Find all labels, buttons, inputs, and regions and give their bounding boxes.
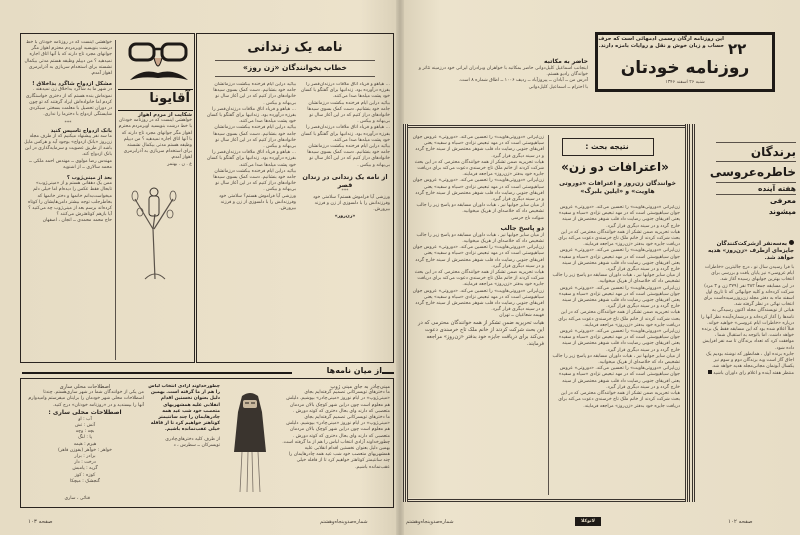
sari-term: پا : لنگ	[77, 435, 93, 441]
divider	[118, 89, 193, 90]
mini-chador-title: مینی‌چادر به جای مینی ژوپ	[330, 384, 390, 390]
winners-headline-2: خاطره‌عروسی	[709, 165, 796, 179]
prisoner-stars: ***	[341, 188, 349, 194]
notice-signature: با احترام ــ اسماعیل کلیل‌دوانی	[528, 84, 588, 90]
correspondence-notice	[408, 58, 588, 113]
divider	[716, 194, 796, 195]
sari-term: گنجشک : میچکا	[70, 478, 100, 484]
sari-term: گربه : پامبش	[72, 466, 98, 472]
debate-closing: هیات تحریریه ضمن تشکر از همه خوانندگان محترمی که در این بحث شرکت کردند از خانم ملک تاج خرسندی دعوت می‌کند برای دریافت جایزه خود بدفتر «زن‌روز» مراجعه فرمایند.	[417, 319, 544, 347]
prisoner-closing: ورزشی آیا فراموش هستم؟ سلامتی خود وفرزندانش را با دلسوزی از زن و فرزند بپرورش.	[313, 195, 390, 213]
sari-term: بچه : وچه	[75, 429, 95, 435]
column-rule	[115, 40, 116, 360]
sari-term: آتش : تش	[74, 423, 95, 429]
prisoner-body-2f: ورزشی آیا فراموش هستم؟ سلامتی خود وفرزندانش را با دلسوزی از زن و فرزند بپرورش.	[219, 193, 296, 212]
prisoner-body-1b: بیائید دراین ایام فرخنده ببکشت درزمانشان جامه خود بنشانیم. دست کمک بسوی سیدها خانوادهای دراز کنیم که در این آغاز سال نو بی‌بهانه و بیکس .	[307, 100, 390, 125]
election-col	[148, 384, 220, 474]
prisoner-body-1d: بیائید دراین ایام فرخنده ببکشت درزمانشان جامه خود بنشانیم. دست کمک بسوی سیدها خانوادهای دراز کنیم که در این آغاز سال نو بی‌بهانه و بیکس .	[307, 144, 390, 168]
debate-left-2: هیات تحریریه ضمن تشکر از همه خوانندگان محترمی که در این بحث شرکت کردند از خانم ملک تاج خرسندی دعوت می‌کند برای دریافت جایزه خود بدفتر «زن‌روز» مراجعه فرمایند.	[414, 159, 544, 178]
mini-chador-body-2: ما دخترهای تویسرکانی تصمیم گرفته‌ایم بجای «مینی‌ژوپ» در ایام نوروز «مینی‌چادر» بپوشیم. دلیلش هم معلوم است چون دراین شهر کوچک بالان مردمان متعصبی که دارند وای بحال دختری که کوته دورش .	[286, 415, 390, 439]
sari-term: خواهر : خوآهر (بفوزن قاهر)	[58, 447, 112, 453]
winners-body-4: قبلاً اعلام شده بود که این مسابقه فقط یک برنده خواهد داشت. اما باتوجه به استقبال شما ، موافقت کرد که تعداد برندگان تا سه نفر افزایش داده شود.	[701, 327, 794, 351]
prisoner-body-1: ... هیاهو و فریاد اتاق ملاقات درزندان‌قصر را بفرزه درآورده بود. زندانیها برای گفتگو با کسان خود پشت میله‌ها صدا می‌کنند.	[300, 82, 390, 100]
divider	[716, 142, 796, 143]
left-page-number: صفحه ۱۰۳	[28, 519, 53, 525]
aghayuna-title: آقایونا	[149, 91, 190, 106]
item-3-title: مشکل ازدواج شاگرد بداخلاق !	[32, 81, 112, 88]
debate-intro-6: هیات تحریریه ضمن تشکر از همه خوانندگان محترمی که در این بحث شرکت کردند از خانم ملک تاج خرسندی دعوت می‌کند برای دریافت جایزه خود بدفتر «زن‌روز» مراجعه فرمایند.	[558, 310, 680, 328]
notice-body: اینجانب اسماعیل کلیل‌دوانی حاضر بمکاتبه با خواهران وبرادران ایرانی خود درزمینه تئاتر و خواندگان رادیو هستم.	[418, 66, 588, 78]
winners-closing	[700, 370, 794, 377]
masthead-title: روزنامه خودتان	[620, 58, 750, 78]
winners-headline-1: برندگان	[750, 145, 796, 159]
item-4-title: بعد از مینی‌ژوب ؟	[66, 175, 112, 182]
winners-body	[700, 240, 794, 502]
stars: ***	[64, 121, 72, 127]
item-1-sign: ع . ن . بهنمر	[167, 161, 192, 167]
bullet-icon	[789, 240, 794, 245]
debate-headline: «اعترافات دو زن»	[561, 160, 669, 174]
item-2-title: بانک ازدواج تاسیس کنید	[50, 127, 112, 134]
section-rule	[382, 372, 394, 374]
item-1-title: شکایت از مردم اهواز	[138, 112, 192, 118]
divider	[215, 60, 375, 61]
prisoner-col-left	[204, 82, 296, 360]
sari-col	[26, 384, 144, 504]
divider	[215, 76, 375, 77]
masthead-tagline: این روزنامه ارگان رسمی ادمهائی است که حرف حساب و زبان خوش و نقل و روایات بامزه دارند.	[598, 36, 724, 49]
item-1-cont: خواهشی اینست که در روزنامه خودتان با خط درشت بنویسید اویرمردم محترم اهواز مگر جوانهای مجرد تاج دارند که با آنها اتاق اجاره نمیدهید ؟ من دیپلم وظیفه هستم مدتی بیکمال نشسته برای استخدام سربازی به آذرابرمری اهواز آمدم.	[24, 40, 112, 77]
end-square-icon	[708, 370, 712, 374]
reply-body: از میان سایر جوابها نیز ، هیات داوران مسابقه دو پاسخ زیر را جالب تشخیص داد که خلاصه‌ای از هریک میخوانید.	[416, 232, 544, 245]
sari-term: هیزم : هیمه	[73, 441, 97, 447]
debate-signoff-2: فهیمه شعاعیان ــ تهران	[499, 313, 544, 319]
divider	[716, 182, 796, 183]
column-rule	[548, 135, 549, 495]
letters-section-title: از میان نامه‌ها	[326, 366, 382, 375]
debate-intro-2: هیات تحریریه ضمن تشکر از همه خوانندگان محترمی که در این بحث شرکت کردند از خانم ملک تاج خرسندی دعوت می‌کند برای دریافت جایزه خود بدفتر «زن‌روز» مراجعه فرمایند.	[558, 229, 680, 248]
hatch-border-right	[685, 124, 690, 502]
sari-term: درخت : دار	[74, 460, 96, 466]
publisher-badge: لاتوکلا	[575, 517, 601, 526]
sari-term: کوزه : کوز	[74, 472, 96, 478]
section-rule	[22, 372, 292, 374]
right-issue-number: شماره‌صدوپنجاه‌وهشتم	[406, 519, 454, 525]
winners-lead-text: به‌سه‌نفر ازشرکت‌کنندگان جایزه‌ای ازطرف «زن‌روز» هدیه خواهد شد.	[707, 241, 794, 261]
item-2-sign: مهندس رضا مولوی ــ مهندس احمد ملکی ــ محمد سالاری ــ از اشنویه	[29, 158, 112, 170]
debate-left-4: از میان سایر جوابها نیز ، هیات داوران مسابقه دو پاسخ زیر را جالب تشخیص داد که خلاصه‌ای از هریک میخوانید.	[416, 203, 544, 215]
winners-body-1: با فرا رسیدن سال نو ، درج جالبترین «خاطرات ایام عروسی» نیز پایان یافت و بررسی برای انتخاب بهترین جوابهای رسیده آغاز شد.	[704, 265, 794, 283]
reply-title: دو پاسخ جالب	[500, 223, 544, 232]
debate-left-1: زن‌ایرانی «دوروتی‌هاویت» را تحسین می‌کند. «دوروتی» عروس جوان سیاهپوستی است که در مهد تبعیض نژادی «سیاه و سفید» یعنی افریقای جنوبی رضایت داد قلب شوهر محتضرش از سینه خارج گردد و در سینه دیگری قرار گیرد.	[412, 135, 544, 159]
debate-intro-5: زن‌ایرانی «دوروتی‌هاویت» را تحسین می‌کند. «دوروتی» عروس جوان سیاهپوستی است که در مهد تبعیض نژادی «سیاه و سفید» یعنی افریقای جنوبی رضایت داد قلب شوهر محتضرش از سینه خارج گردد و در سینه دیگری قرار گیرد.	[558, 285, 680, 310]
reply-body-2: زن‌ایرانی «دوروتی‌هاویت» را تحسین می‌کند. «دوروتی» عروس جوان سیاهپوستی است که در مهد تبعیض نژادی «سیاه و سفید» یعنی افریقای جنوبی رضایت داد قلب شوهر محتضرش از سینه خارج گردد و در سینه دیگری قرار گیرد.	[412, 245, 544, 269]
sari-heading: اصطلاحات محلی ساری :	[48, 408, 122, 416]
sari-intro: من یکی از خوانندگان شما در شهر ساری‌هستم. چندتا اصطلاحات محلی شهر خودمان را برایتان میفرستم وامیدوارم آنها را بپسندید و در «روزنامه خودتان» درج کنید.	[28, 390, 144, 408]
debate-intro-9: زن‌ایرانی «دوروتی‌هاویت» را تحسین می‌کند. «دوروتی» عروس جوان سیاهپوستی است که در مهد تبعیض نژادی «سیاه و سفید» یعنی افریقای جنوبی رضایت داد قلب شوهر محتضرش از سینه خارج گردد و در سینه دیگری قرار گیرد.	[558, 366, 680, 390]
aghayuna-col-left	[24, 40, 112, 358]
election-sign: از طرف کلیه دختر‌های‌چادری تویسرکان ــ سطرس‌ ، د	[165, 436, 220, 448]
debate-intro-7: زن‌ایرانی «دوروتی‌هاویت» را تحسین می‌کند. «دوروتی» عروس جوان سیاهپوستی است که در مهد تبعیض نژادی «سیاه و سفید» یعنی افریقای جنوبی رضایت داد قلب شوهر محتضرش از سینه خارج گردد و در سینه دیگری قرار گیرد.	[558, 329, 680, 353]
debate-signoff-1: شوکت تاج حرمتی	[510, 215, 544, 221]
prisoner-signature: «زن‌روز»	[334, 213, 356, 219]
debate-col-left	[412, 135, 544, 495]
item-5-body: آیا بازهم کوتاهترش می‌کنند ؟	[56, 212, 112, 218]
glasses-mustache-icon	[126, 40, 192, 88]
mini-chador-col	[282, 384, 390, 504]
chador-figure-illustration	[228, 392, 272, 496]
debate-intro-4: از میان سایر جوابها نیز ، هیات داوران مسابقه دو پاسخ زیر را جالب تشخیص داد که خلاصه‌ای از هریک میخوانید.	[552, 273, 680, 285]
debate-intro-3: زن‌ایرانی «دوروتی‌هاویت» را تحسین می‌کند. «دوروتی» عروس جوان سیاهپوستی است که در مهد تبعیض نژادی «سیاه و سفید» یعنی افریقای جنوبی رضایت داد قلب شوهر محتضرش از سینه خارج گردد و در سینه دیگری قرار گیرد.	[558, 248, 680, 273]
winners-sub-1: هفته آینده	[757, 184, 796, 193]
item-1-body: خواهشی اینست که در روزنامه خودتان با خط درشت بنویسید اویرمردم محترم اهواز مگر جوانهای مجرد تاج دارند که با آنها اتاق اجاره نمیدهید ؟ من دیپلم وظیفه هستم مدتی بیکمال نشسته برای استخدام سربازی به آذرابرمری اهواز آمدم.	[118, 118, 192, 161]
debate-subhead: خوانندگان زن‌روز و اعترافات «دوروتی هاویت» و «ایلین بلبرگ»	[559, 180, 676, 195]
winners-body-5: جایزه برنده اول ، همانطور که نوشته بودیم یک اجاق گاز است وبه برندگان دوم و سوم نیز یکسال آبونمان مجانی‌مجله هدیه خواهد شد.	[706, 351, 794, 370]
debate-intro: زن‌ایرانی «دوروتی‌هاویت» را تحسین می‌کند. «دوروتی» عروس جوان سیاهپوستی است که در مهد تبعیض نژادی «سیاه و سفید» یعنی افریقای جنوبی رضایت داد قلب شوهر محتضرش از سینه خارج گردد و در سینه دیگری قرار گیرد.	[558, 205, 680, 229]
notice-address: آدرس من ــ آبادان ــ پیروزآباد ــ ردیف ۱۰۰۶ ــ اطاق شماره ۸ است.	[458, 78, 588, 84]
item-4-body: ممن یک دهقانی هستم و از «مینی‌ژوب» تابحال فقط عکس را دیده‌ام اما خیلی دلم میخواست‌بدانم خانمها و دختر خانمها که بخاطرجلب توجه بیشتر دامن‌هایشان را کوتاه کرده‌اند برسم بعد از مینی‌ژوب چه می‌کنید ؟	[27, 181, 112, 212]
aghayuna-col-right	[118, 112, 192, 360]
sari-term: برادر : برار	[74, 454, 96, 460]
election-body: چطورخداوند آزادی انتخاب لباس را هم از ما گرفته است. بهمین دلیل بعنوان نخستین اقدام انقلابی علیه همشهریهای متعصب خود شب عید همه چادرهایمان را چند سانتیمتر کوتاهتر خواهیم کرد تا از قافله خیلی عقب‌نمانده باشیم.	[148, 384, 220, 433]
debate-intro-8: از میان سایر جوابها نیز ، هیات داوران مسابقه دو پاسخ زیر را جالب تشخیص داد که خلاصه‌ای از هریک میخوانید.	[552, 353, 680, 366]
hatch-border-top	[403, 124, 690, 128]
divider	[118, 110, 193, 111]
prisoner-col-right	[300, 82, 390, 360]
item-3-body: در شهر ما به شاگرد بداخلاق زن نمیدهند . نمونه‌اش بنده هستم که از دختری خواستگاری کردم اما خانواده‌اش ایراد گرفتند که تو چون در دوران تحصیل با معلمت بسختی سیکردی شایستگی ازدواج با دخترما را نداری.	[25, 87, 112, 118]
left-issue-number: شماره‌صدوپنجاه‌وهشتم	[320, 519, 368, 525]
masthead-date: شنبه ۲۶ اسفند ۱۳۴۶	[665, 80, 705, 85]
hatch-border-bottom	[403, 498, 690, 502]
sari-term: آب : او	[78, 416, 92, 422]
masthead-page-number: ۲۲	[728, 40, 747, 58]
winners-sub-3: میشوند	[768, 207, 796, 216]
reply-body-3: هیات تحریریه ضمن تشکر از همه خوانندگان محترمی که در این بحث شرکت کردند از خانم ملک تاج خرسندی دعوت می‌کند برای دریافت جایزه خود بدفتر «زن‌روز» مراجعه فرمایند.	[414, 270, 544, 288]
prisoner-letter-subtitle: خطاب بخوانندگان «زن روز»	[243, 63, 347, 72]
reply-body-4: زن‌ایرانی «دوروتی‌هاویت» را تحسین می‌کند. «دوروتی» عروس جوان سیاهپوستی است که در مهد تبعیض نژادی «سیاه و سفید» یعنی افریقای جنوبی رضایت داد قلب شوهر محتضرش از سینه خارج گردد و در سینه دیگری قرار گیرد.	[412, 288, 544, 313]
tree-illustration	[125, 174, 185, 284]
right-page-number: صفحه ۱۰۲	[728, 519, 753, 525]
debate-label: نتیجه بحث :	[585, 142, 629, 151]
hatch-border-left	[403, 124, 408, 502]
prisoner-body-2e: بیائید دراین ایام فرخنده ببکشت درزمانشان جامه خود بنشانیم. دست کمک بسوی سیدها خانوادهای دراز کنیم که در این آغاز سال نو بی‌بهانه و بیکس .	[213, 168, 296, 193]
divider	[716, 161, 796, 162]
sari-terms-list	[26, 417, 144, 485]
winners-body-3: هیاتی از نویسندگان مجله اکنون رسیدگی به نامه‌ها را آغاز کرده‌اند و درشماره‌آینده نظر آنها را درباره «خاطرات ایام عروسی» خواهید خواند.	[701, 308, 794, 326]
mini-chador-body: ما دخترهای تویسرکانی تصمیم گرفته‌ایم بجای «مینی‌ژوپ» در ایام نوروز «مینی‌چادر» بپوشیم. دلیلش هم معلوم است چون دراین شهر کوچک بالان مردمان متعصبی که دارند وای بحال دختری که کوته دورش .	[286, 390, 390, 414]
sari-sign: قنائی ، ساری	[64, 496, 90, 501]
winners-closing-text: منتظر هفته آینده و اعلام رای داوران باشید	[713, 371, 794, 377]
prisoner-quote-title: از نامه یک زندانی در زندان قصر	[302, 172, 388, 189]
debate-col-right	[552, 205, 680, 495]
mini-chador-body-3: چطورخداوند آزادی انتخاب لباس را هم از ما گرفته است. بهمین دلیل بعنوان نخستین اقدام انقلابی علیه همشهریهای متعصب خود شب عید همه چادرهایمان را چند سانتیمتر کوتاهتر خواهیم کرد تا از قافله خیلی عقب‌نمانده باشیم.	[282, 439, 390, 470]
prisoner-body-1c: ... هیاهو و فریاد اتاق ملاقات درزندان‌قصر را بفرزه درآورده بود. زندانیها برای گفتگو با کسان خود پشت میله‌ها صدا می‌کنند.	[300, 125, 390, 143]
winners-sub-2: معرفی	[769, 196, 796, 205]
sari-title: اصطلاحات محلی ساری	[59, 384, 111, 390]
winners-body-2: در این مسابقه جمعاً ۳۸۲ نفر (۳۷۹ زن و ۳ مرد) شرکت کرده‌اند و کلیه جوابهائی که تا تاریخ اول اسفند ماه به دفتر مجله زن‌روزرسیده‌است برای انتخاب نهائی در نظر گرفته شد.	[703, 283, 794, 308]
prisoner-body-2d: ... هیاهو و فریاد اتاق ملاقات درزندان‌قصر را بفرزه درآورده بود. زندانیها برای گفتگو با کسان خود پشت میله‌ها صدا می‌کنند.	[206, 150, 296, 168]
winners-headline-block	[700, 142, 796, 237]
prisoner-body-2c: بیائید دراین ایام فرخنده ببکشت درزمانشان جامه خود بنشانیم. دست کمک بسوی سیدها خانوادهای دراز کنیم که در این آغاز سال نو بی‌بهانه و بیکس .	[213, 125, 296, 150]
prisoner-body-2b: ... هیاهو و فریاد اتاق ملاقات درزندان‌قصر را بفرزه درآورده بود. زندانیها برای گفتگو با کسان خود پشت میله‌ها صدا می‌کنند.	[206, 106, 296, 125]
prisoner-letter-title: نامه یک زندانی	[247, 40, 343, 55]
prisoner-body-2: بیائید دراین ایام فرخنده ببکشت درزمانشان جامه خود بنشانیم. دست کمک بسوی سیدها خانوادهای دراز کنیم که در این آغاز سال نو بی‌بهانه و بیکس .	[213, 82, 296, 106]
item-5-sign: حاج محمد محمدی ــ انجان ، اصفهان	[42, 218, 112, 224]
notice-title: حاضر به مکاتبه	[544, 58, 588, 65]
right-page	[400, 0, 800, 535]
item-2-body: ما سه نفر پیشنهاد میکنیم که از طرف مجله زن‌روز «بانک ازدواج» بوجود آید و هرکس مایل باشد از طریق عضویت و سرمایه‌گذاری در این بانک ازدواج کند.	[24, 133, 112, 158]
sidebar-hatch	[692, 124, 696, 502]
winners-lead	[700, 240, 794, 262]
debate-intro-10: هیات تحریریه ضمن تشکر از همه خوانندگان محترمی که در این بحث شرکت کردند از خانم ملک تاج خرسندی دعوت می‌کند برای دریافت جایزه خود بدفتر «زن‌روز» مراجعه فرمایند.	[558, 391, 680, 409]
debate-left-3: زن‌ایرانی «دوروتی‌هاویت» را تحسین می‌کند. «دوروتی» عروس جوان سیاهپوستی است که در مهد تبعیض نژادی «سیاه و سفید» یعنی افریقای جنوبی رضایت داد قلب شوهر محتضرش از سینه خارج گردد و در سینه دیگری قرار گیرد.	[412, 178, 544, 203]
